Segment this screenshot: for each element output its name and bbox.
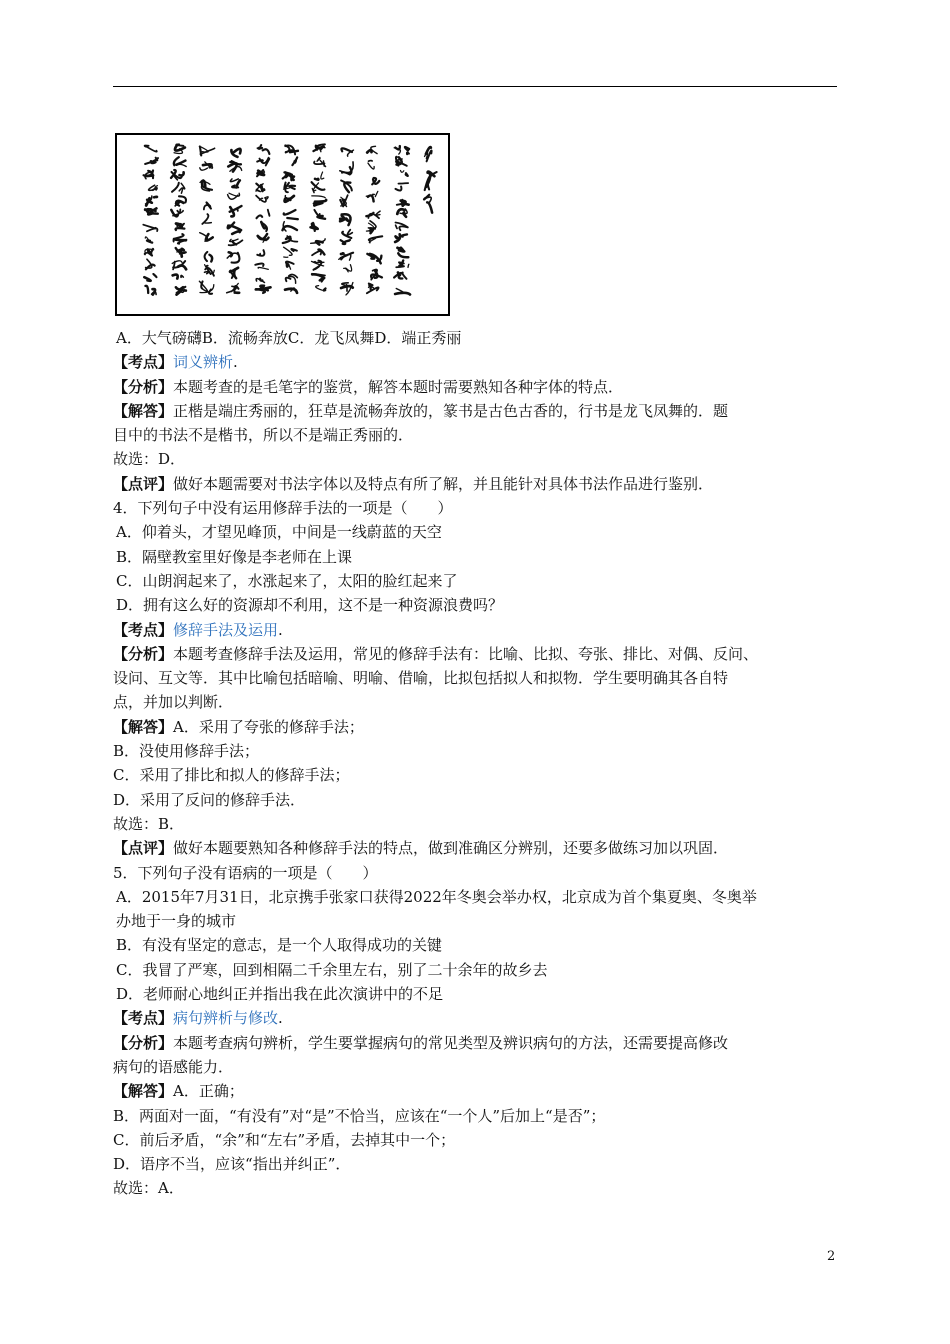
calligraphy-column xyxy=(227,149,243,293)
ink-stroke xyxy=(176,161,185,165)
q4-stem: 4．下列句子中没有运用修辞手法的一项是（ ） xyxy=(113,499,453,518)
q4-fenxi xyxy=(113,642,837,666)
q3-fenxi xyxy=(113,375,837,399)
dianping-text: 做好本题需要对书法字体以及特点有所了解，并且能针对具体书法作品进行鉴别． xyxy=(173,474,714,493)
q3-jieda-cont: 目中的书法不是楷书，所以不是端正秀丽的． xyxy=(113,426,414,445)
ink-stroke xyxy=(174,234,183,239)
ink-stroke xyxy=(284,183,288,189)
jieda-label: 【解答】 xyxy=(113,401,174,420)
ink-stroke xyxy=(324,289,326,291)
ink-stroke xyxy=(200,233,208,242)
ink-stroke xyxy=(177,290,183,295)
ink-stroke xyxy=(314,210,319,216)
calligraphy-column xyxy=(283,145,298,292)
jieda-text: A．正确； xyxy=(173,1082,244,1101)
ink-stroke xyxy=(427,202,432,212)
ink-stroke xyxy=(368,163,374,169)
dianping-label: 【点评】 xyxy=(113,839,174,858)
jieda-label: 【解答】 xyxy=(113,717,174,736)
q5-jieda-d: D．语序不当，应该“指出并纠正”． xyxy=(113,1155,351,1174)
ink-stroke xyxy=(210,255,213,262)
ink-stroke xyxy=(153,274,156,277)
ink-stroke xyxy=(368,221,376,228)
ink-stroke xyxy=(284,210,296,215)
ink-stroke xyxy=(407,153,409,155)
ink-stroke xyxy=(313,147,322,151)
q4-kaodian xyxy=(113,618,837,642)
q5-jieda xyxy=(113,1079,837,1103)
ink-stroke xyxy=(255,264,263,266)
dianping-text: 做好本题要熟知各种修辞手法的特点，做到准确区分辨别，还要多做练习加以巩固． xyxy=(173,839,729,858)
ink-stroke xyxy=(315,200,326,202)
ink-stroke xyxy=(179,188,182,193)
kaodian-label: 【考点】 xyxy=(113,620,174,639)
q4-jieda-b: B．没使用修辞手法； xyxy=(113,742,260,761)
ink-stroke xyxy=(402,234,407,236)
ink-stroke xyxy=(395,293,410,295)
q4-option-c: C．山朗润起来了，水涨起来了，太阳的脸红起来了 xyxy=(116,571,458,590)
ink-stroke xyxy=(316,286,322,291)
q5-option-b: B．有没有坚定的意志，是一个人取得成功的关键 xyxy=(116,936,443,955)
ink-stroke xyxy=(173,275,178,279)
calligraphy-column xyxy=(199,147,214,294)
ink-stroke xyxy=(180,172,184,175)
ink-stroke xyxy=(290,277,296,284)
ink-stroke xyxy=(401,171,404,173)
q5-fenxi xyxy=(113,1031,837,1055)
q4-option-a: A．仰着头，才望见峰顶，中间是一线蔚蓝的天空 xyxy=(116,523,442,542)
kaodian-link[interactable]: 修辞手法及运用 xyxy=(173,620,279,639)
q4-jieda-c: C．采用了排比和拟人的修辞手法； xyxy=(113,766,350,785)
q5-option-a: A．2015年7月31日，北京携手张家口获得2022年冬奥会举办权，北京成为首个集夏奥、冬奥举 xyxy=(116,887,757,906)
ink-stroke xyxy=(256,287,271,289)
kaodian-end: . xyxy=(233,353,238,372)
q3-dianping xyxy=(113,472,837,496)
q4-option-b: B．隔壁教室里好像是李老师在上课 xyxy=(116,547,353,566)
ink-stroke xyxy=(367,150,371,153)
kaodian-end: . xyxy=(278,1009,283,1028)
q4-answer: 故选：B． xyxy=(113,814,185,833)
ink-stroke xyxy=(402,200,404,206)
calligraphy-image xyxy=(115,133,450,316)
ink-stroke xyxy=(145,286,148,293)
ink-stroke xyxy=(396,225,397,228)
kaodian-link[interactable]: 病句辨析与修改 xyxy=(173,1009,279,1028)
ink-stroke xyxy=(205,252,208,261)
ink-stroke xyxy=(398,253,408,257)
fenxi-label: 【分析】 xyxy=(113,644,174,663)
ink-stroke xyxy=(151,161,155,163)
q5-fenxi-cont: 病句的语感能力． xyxy=(113,1057,234,1076)
ink-stroke xyxy=(287,218,298,219)
ink-stroke xyxy=(257,215,263,218)
ink-stroke xyxy=(258,267,268,269)
ink-stroke xyxy=(260,145,262,148)
ink-stroke xyxy=(202,180,212,190)
kaodian-link[interactable]: 词义辨析 xyxy=(173,353,234,372)
q4-jieda-d: D．采用了反问的修辞手法． xyxy=(113,790,306,809)
calligraphy-column xyxy=(394,146,410,294)
ink-stroke xyxy=(291,249,297,251)
q4-fenxi-cont-1: 设问、互文等．其中比喻包括暗喻、明喻、借喻，比拟包括拟人和拟物．学生要明确其各自特 xyxy=(113,669,729,688)
ink-stroke xyxy=(228,163,237,171)
kaodian-end: . xyxy=(278,620,283,639)
ink-stroke xyxy=(263,149,270,154)
ink-stroke xyxy=(369,161,373,162)
ink-stroke xyxy=(289,186,295,189)
q5-stem: 5．下列句子没有语病的一项是（ ） xyxy=(113,863,378,882)
jieda-label: 【解答】 xyxy=(113,1082,174,1101)
ink-stroke xyxy=(375,191,378,196)
ink-stroke xyxy=(176,144,183,146)
fenxi-text: 本题考查的是毛笔字的鉴赏，解答本题时需要熟知各种字体的特点． xyxy=(173,377,624,396)
ink-stroke xyxy=(230,179,238,182)
ink-stroke xyxy=(408,264,409,267)
ink-stroke xyxy=(367,287,379,293)
q3-answer: 故选：D． xyxy=(113,450,186,469)
ink-stroke xyxy=(145,209,151,210)
ink-stroke xyxy=(396,187,402,191)
ink-stroke xyxy=(321,172,324,179)
header-rule xyxy=(113,86,837,87)
ink-stroke xyxy=(257,250,264,256)
ink-stroke xyxy=(232,231,240,234)
ink-stroke xyxy=(315,179,318,180)
q5-jieda-b: B．两面对一面，“有没有”对“是”不恰当，应该在“一个人”后加上“是否”； xyxy=(113,1106,606,1125)
kaodian-label: 【考点】 xyxy=(113,353,174,372)
ink-stroke xyxy=(345,240,350,242)
calligraphy-column xyxy=(311,144,327,290)
ink-stroke xyxy=(204,220,211,223)
q3-kaodian xyxy=(113,350,837,374)
q3-options: A．大气磅礴B．流畅奔放C．龙飞凤舞D．端正秀丽 xyxy=(116,329,462,347)
ink-stroke xyxy=(144,277,150,281)
ink-stroke xyxy=(405,147,409,150)
calligraphy-column xyxy=(366,146,382,293)
fenxi-text: 本题考查修辞手法及运用，常见的修辞手法有：比喻、比拟、夸张、排比、对偶、反问、 xyxy=(173,644,759,663)
ink-stroke xyxy=(399,248,404,251)
calligraphy-column xyxy=(171,144,186,294)
fenxi-label-end: 】 xyxy=(158,1033,174,1052)
ink-stroke xyxy=(234,269,236,278)
q5-kaodian xyxy=(113,1006,837,1030)
fenxi-label: 【分析 xyxy=(113,1033,159,1052)
ink-stroke xyxy=(313,223,315,231)
page-number: 2 xyxy=(827,1249,836,1264)
dianping-label: 【点评】 xyxy=(113,474,174,493)
ink-stroke xyxy=(406,173,408,176)
ink-stroke xyxy=(376,211,380,215)
kaodian-label: 【考点】 xyxy=(113,1009,174,1028)
q5-answer: 故选：A． xyxy=(113,1179,184,1198)
ink-stroke xyxy=(172,261,182,264)
q3-jieda xyxy=(113,399,837,423)
ink-stroke xyxy=(268,210,270,216)
fenxi-text: 本题考查病句辨析，学生要掌握病句的常见类型及辨识病句的方法，还需要提高修改 xyxy=(173,1033,729,1052)
ink-stroke xyxy=(177,209,180,212)
ink-stroke xyxy=(290,151,298,152)
ink-stroke xyxy=(312,251,321,255)
ink-stroke xyxy=(257,148,259,149)
calligraphy-column xyxy=(424,147,437,213)
calligraphy-column xyxy=(255,145,270,293)
ink-stroke xyxy=(203,164,212,167)
calligraphy-column xyxy=(143,146,158,295)
q5-option-c: C．我冒了严寒，回到相隔二千余里左右，别了二十余年的故乡去 xyxy=(116,960,548,979)
q4-jieda xyxy=(113,715,837,739)
ink-stroke xyxy=(341,148,352,152)
ink-stroke xyxy=(172,183,179,192)
ink-stroke xyxy=(145,146,157,152)
q4-dianping xyxy=(113,836,837,860)
ink-stroke xyxy=(200,168,208,170)
ink-stroke xyxy=(395,236,397,238)
ink-stroke xyxy=(147,228,158,231)
ink-stroke xyxy=(181,275,183,277)
q5-jieda-c: C．前后矛盾，“余”和“左右”矛盾，去掉其中一个； xyxy=(113,1130,456,1149)
q5-option-d: D．老师耐心地纠正并指出我在此次演讲中的不足 xyxy=(116,985,444,1004)
ink-stroke xyxy=(260,279,262,281)
ink-stroke xyxy=(234,149,241,154)
ink-stroke xyxy=(314,262,324,263)
calligraphy-column xyxy=(339,148,354,295)
ink-stroke xyxy=(320,278,324,282)
jieda-text: A．采用了夸张的修辞手法； xyxy=(173,717,364,736)
q4-option-d: D．拥有这么好的资源却不利用，这不是一种资源浪费吗？ xyxy=(116,596,504,615)
document-body xyxy=(113,326,837,1201)
ink-stroke xyxy=(147,240,152,242)
ink-stroke xyxy=(398,183,408,184)
ink-stroke xyxy=(156,158,158,161)
ink-stroke xyxy=(286,278,291,281)
q4-fenxi-cont-2: 点，并加以判断． xyxy=(113,693,234,712)
ink-stroke xyxy=(176,228,185,230)
calligraphy-strokes xyxy=(117,135,448,314)
ink-stroke xyxy=(312,196,326,198)
ink-stroke xyxy=(341,253,343,254)
ink-stroke xyxy=(314,203,323,204)
ink-stroke xyxy=(347,230,352,235)
fenxi-label: 【分析】 xyxy=(113,377,174,396)
jieda-text: 正楷是端庄秀丽的，狂草是流畅奔放的，篆书是古色古香的，行书是龙飞凤舞的．题 xyxy=(173,401,729,420)
q5-option-a-cont: 办地于一身的城市 xyxy=(116,912,237,931)
